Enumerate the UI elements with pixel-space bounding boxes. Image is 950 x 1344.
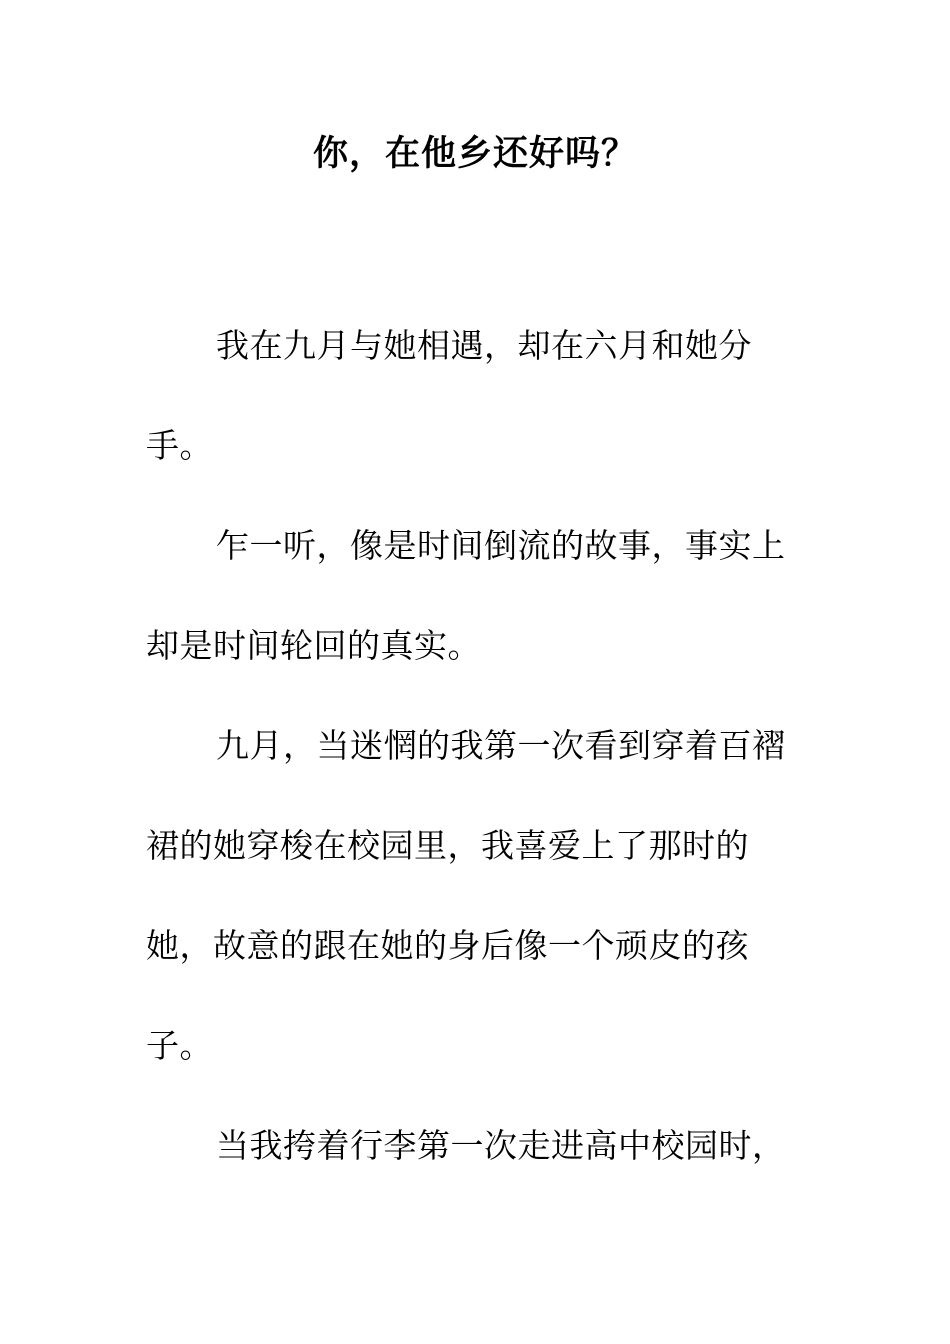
paragraph-4: 当我挎着行李第一次走进高中校园时， <box>216 1126 786 1165</box>
paragraph-2: 乍一听，像是时间倒流的故事，事实上却是时间轮回的真实。 <box>146 526 786 665</box>
document-body <box>146 296 806 1196</box>
paragraph-1: 我在九月与她相遇，却在六月和她分手。 <box>146 326 752 465</box>
page-title: 你，在他乡还好吗？ <box>312 133 637 174</box>
paragraph-3: 九月，当迷惘的我第一次看到穿着百褶裙的她穿梭在校园里，我喜爱上了那时的她，故意的跟在她的身后像一个顽皮的孩子。 <box>146 726 786 1065</box>
